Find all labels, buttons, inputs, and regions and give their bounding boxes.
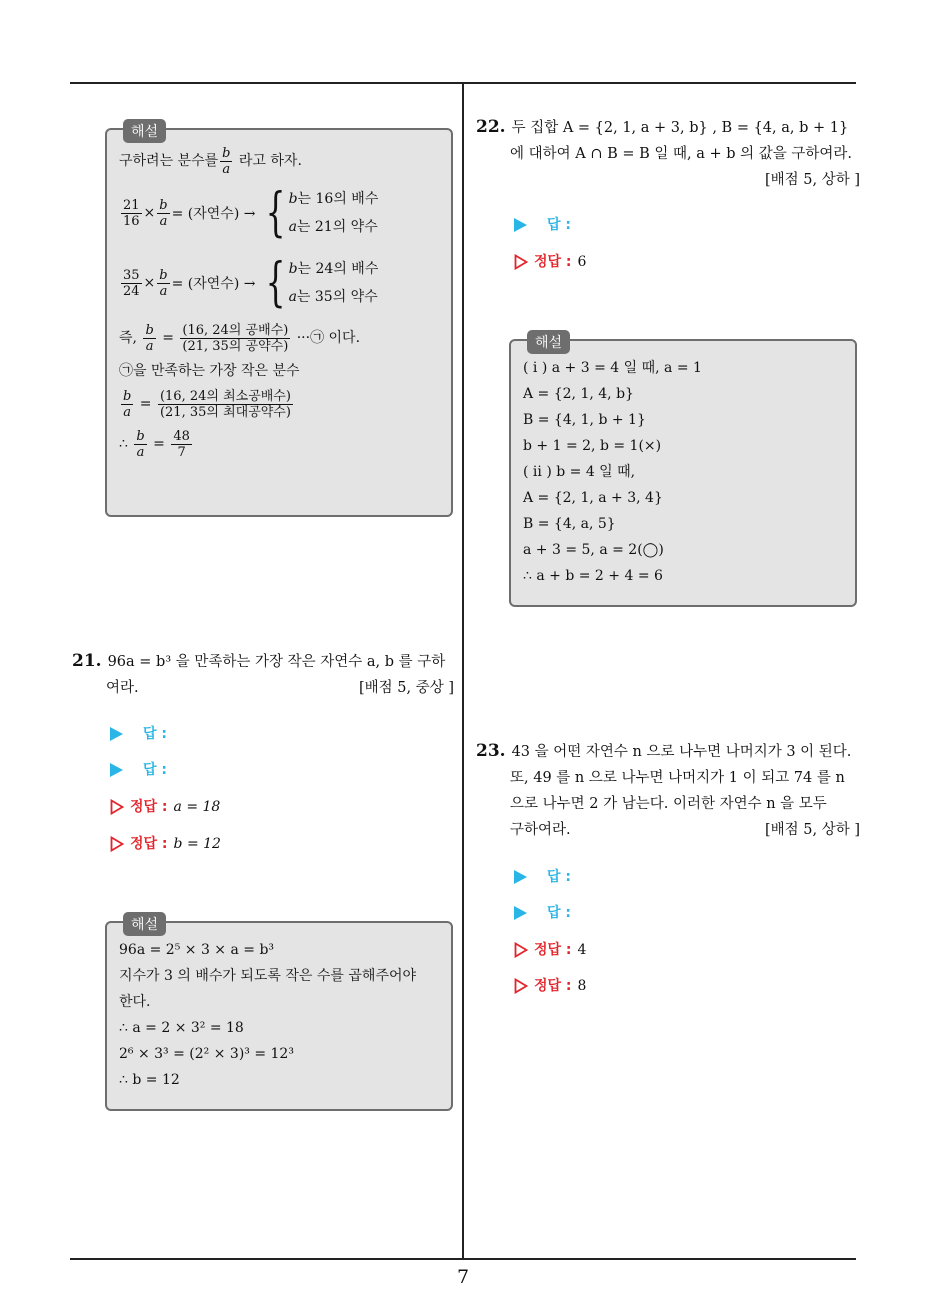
question-21	[72, 648, 454, 701]
solution-line: ㉠을 만족하는 가장 작은 분수	[119, 363, 300, 379]
question-text: 두 집합 A = {2, 1, a + 3, b} , B = {4, a, b + 1}	[511, 120, 849, 136]
solution-box-21	[105, 917, 453, 1111]
cases: b는 16의 배수 a는 21의 약수	[288, 191, 379, 235]
play-triangle-icon	[514, 906, 527, 920]
solution-line: 96a = 2⁵ × 3 × a = b³	[119, 942, 275, 958]
outline-triangle-icon	[110, 836, 124, 852]
correct-answer-row	[110, 832, 221, 856]
solution-tag: 해설	[123, 119, 166, 143]
play-triangle-icon	[514, 870, 527, 884]
question-points: [배점 5, 상하 ]	[764, 172, 860, 188]
answer-row	[110, 722, 167, 746]
solution-box-22	[509, 335, 857, 607]
equation-row-2: $\frac{35}{24}$ × $\frac{b}{a}$ = (자연수) → { b는 24의 배수 a는 35의 약수	[123, 253, 379, 313]
page-number: 7	[456, 1266, 470, 1288]
fraction: $\frac{b}{a}$	[159, 197, 168, 229]
question-points: [배점 5, 상하 ]	[764, 822, 860, 838]
fraction: $\frac{\text{(16, 24의 공배수)}}{\text{(21, 35의 공약수)}}$	[182, 322, 289, 354]
correct-answer-row	[514, 938, 586, 962]
answer-label: 답 :	[143, 726, 167, 742]
question-22	[476, 114, 860, 193]
solution-line: b + 1 = 2, b = 1(×)	[523, 438, 662, 454]
answer-value: a = 18	[173, 799, 221, 815]
solution-line: 즉, $\frac{b}{a}$ = $\frac{\text{(16, 24의 공배수)}}{\text{(21, 35의 공약수)}}$ ···㉠ 이다.	[119, 322, 361, 354]
outline-triangle-icon	[514, 254, 528, 270]
solution-line: ∴ a = 2 × 3² = 18	[119, 1020, 244, 1036]
correct-label: 정답 :	[534, 942, 572, 958]
answer-row	[514, 213, 571, 237]
play-triangle-icon	[110, 763, 123, 777]
correct-answer-row	[514, 974, 586, 998]
solution-line: a + 3 = 5, a = 2(◯)	[523, 542, 664, 558]
answer-label: 답 :	[547, 217, 571, 233]
correct-label: 정답 :	[534, 254, 572, 270]
solution-line: A = {2, 1, a + 3, 4}	[523, 490, 663, 506]
fraction: $\frac{b}{a}$	[159, 267, 168, 299]
answer-label: 답 :	[547, 905, 571, 921]
outline-triangle-icon	[514, 978, 528, 994]
outline-triangle-icon	[514, 942, 528, 958]
question-23	[476, 738, 860, 843]
fraction: $\frac{b}{a}$	[136, 428, 145, 460]
fraction: $\frac{35}{24}$	[123, 267, 140, 299]
cases: b는 24의 배수 a는 35의 약수	[288, 261, 379, 305]
solution-line: B = {4, 1, b + 1}	[523, 412, 646, 428]
play-triangle-icon	[514, 218, 527, 232]
correct-label: 정답 :	[130, 799, 168, 815]
solution-line: 구하려는 분수를 $\frac{b}{a}$ 라고 하자.	[119, 145, 302, 177]
equation-row-1: $\frac{21}{16}$ × $\frac{b}{a}$ = (자연수) → { b는 16의 배수 a는 21의 약수	[123, 183, 379, 243]
column-divider	[462, 83, 464, 1258]
fraction: $\frac{\text{(16, 24의 최소공배수)}}{\text{(21, 35의 최대공약수)}}$	[159, 388, 291, 420]
question-text: 여라.	[106, 680, 139, 696]
play-triangle-icon	[110, 727, 123, 741]
fraction: $\frac{b}{a}$	[222, 145, 231, 177]
question-points: [배점 5, 중상 ]	[358, 680, 454, 696]
answer-row	[514, 865, 571, 889]
solution-line: 지수가 3 의 배수가 되도록 작은 수를 곱해주어야	[119, 968, 417, 984]
question-text: 으로 나누면 2 가 남는다. 이러한 자연수 n 을 모두	[510, 796, 827, 812]
question-number: 21.	[72, 651, 102, 671]
question-text: 43 을 어떤 자연수 n 으로 나누면 나머지가 3 이 된다.	[511, 744, 852, 760]
fraction: $\frac{48}{7}$	[173, 428, 190, 460]
question-text: 96a = b³ 을 만족하는 가장 작은 자연수 a, b 를 구하	[107, 654, 446, 670]
correct-answer-row	[110, 795, 220, 819]
solution-line: A = {2, 1, 4, b}	[523, 386, 634, 402]
question-number: 23.	[476, 741, 506, 761]
correct-label: 정답 :	[130, 836, 168, 852]
solution-line: ∴ a + b = 2 + 4 = 6	[523, 568, 663, 584]
solution-line: ∴ $\frac{b}{a}$ = $\frac{48}{7}$	[119, 428, 190, 460]
brace-icon: {	[266, 253, 286, 313]
solution-line: ( i ) a + 3 = 4 일 때, a = 1	[523, 360, 702, 376]
bottom-rule	[70, 1258, 856, 1260]
fraction: $\frac{21}{16}$	[123, 197, 140, 229]
answer-value: 8	[577, 978, 587, 994]
solution-line: 한다.	[119, 994, 151, 1010]
question-text: 구하여라.	[510, 822, 571, 838]
answer-value: 4	[577, 942, 587, 958]
solution-line: B = {4, a, 5}	[523, 516, 616, 532]
answer-label: 답 :	[143, 762, 167, 778]
correct-answer-row	[514, 250, 586, 274]
correct-label: 정답 :	[534, 978, 572, 994]
question-text: 에 대하여 A ∩ B = B 일 때, a + b 의 값을 구하여라.	[510, 146, 852, 162]
answer-label: 답 :	[547, 869, 571, 885]
solution-tag: 해설	[527, 330, 570, 354]
solution-line: ( ii ) b = 4 일 때,	[523, 464, 636, 480]
solution-tag: 해설	[123, 912, 166, 936]
brace-icon: {	[266, 183, 286, 243]
answer-value: 6	[577, 254, 587, 270]
fraction: $\frac{b}{a}$	[123, 388, 132, 420]
question-text: 또, 49 를 n 으로 나누면 나머지가 1 이 되고 74 를 n	[510, 770, 845, 786]
answer-row	[110, 758, 167, 782]
question-number: 22.	[476, 117, 506, 137]
answer-row	[514, 901, 571, 925]
solution-line: ∴ b = 12	[119, 1072, 180, 1088]
solution-box-20	[105, 124, 453, 517]
solution-line: 2⁶ × 3³ = (2² × 3)³ = 12³	[119, 1046, 294, 1062]
outline-triangle-icon	[110, 799, 124, 815]
solution-line: $\frac{b}{a}$ = $\frac{\text{(16, 24의 최소공배수)}}{\text{(21, 35의 최대공약수)}}$	[123, 388, 291, 420]
answer-value: b = 12	[173, 836, 221, 852]
fraction: $\frac{b}{a}$	[145, 322, 154, 354]
